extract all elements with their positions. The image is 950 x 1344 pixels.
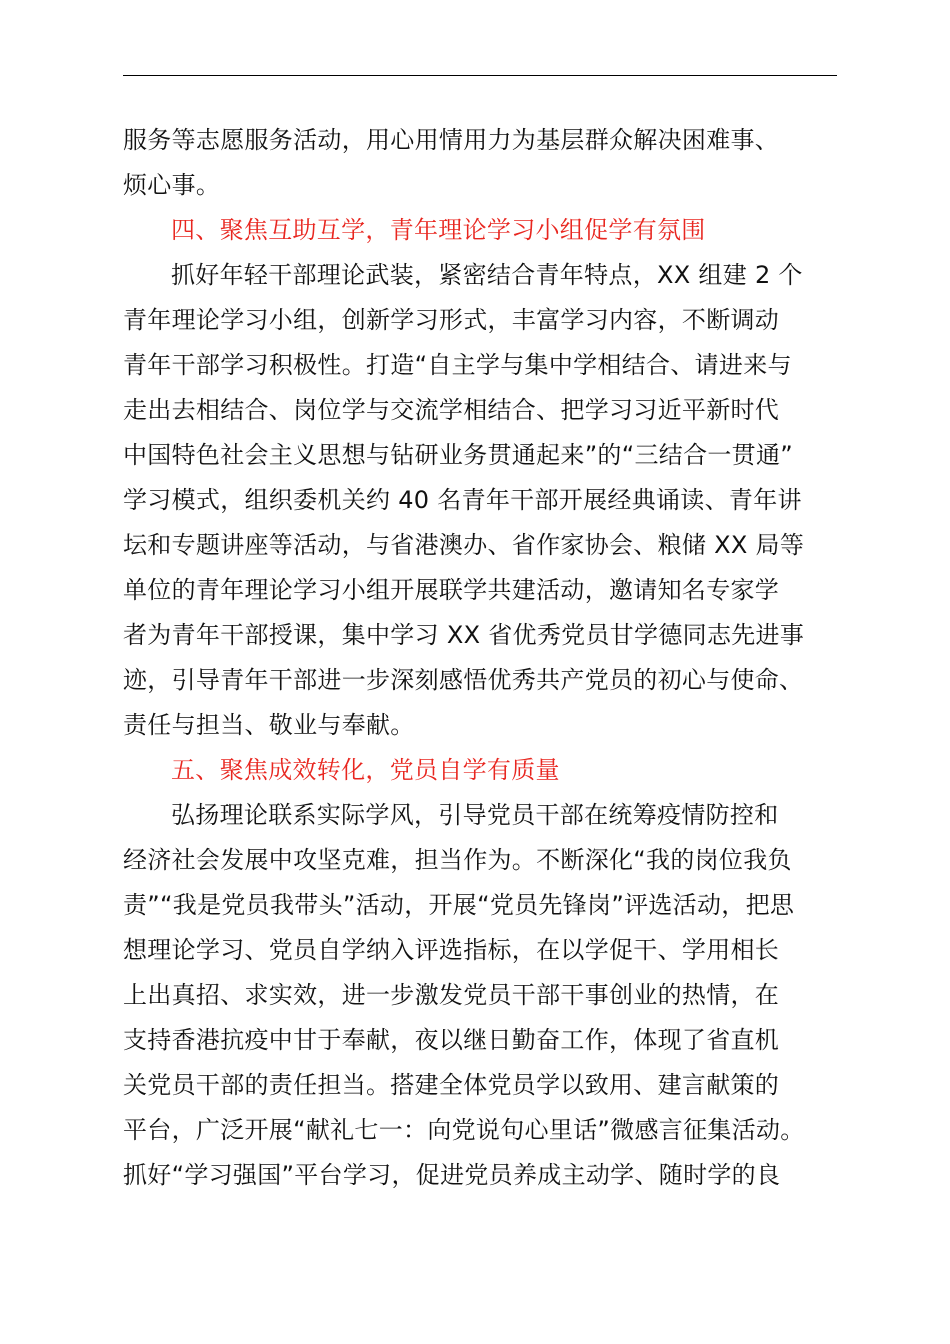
section-heading-4: 四、聚焦互助互学，青年理论学习小组促学有氛围 bbox=[171, 216, 706, 244]
paragraph-line: 中国特色社会主义思想与钻研业务贯通起来”的“三结合一贯通” bbox=[123, 441, 793, 469]
paragraph-line: 单位的青年理论学习小组开展联学共建活动，邀请知名专家学 bbox=[123, 576, 780, 604]
paragraph-line: 迹，引导青年干部进一步深刻感悟优秀共产党员的初心与使命、 bbox=[123, 666, 804, 694]
paragraph-line: 弘扬理论联系实际学风，引导党员干部在统筹疫情防控和 bbox=[171, 801, 779, 829]
paragraph-line: 支持香港抗疫中甘于奉献，夜以继日勤奋工作，体现了省直机 bbox=[123, 1026, 780, 1054]
paragraph-line: 上出真招、求实效，进一步激发党员干部干事创业的热情，在 bbox=[123, 981, 780, 1009]
paragraph-line: 抓好“学习强国”平台学习，促进党员养成主动学、随时学的良 bbox=[123, 1161, 781, 1189]
paragraph-line: 责”“我是党员我带头”活动，开展“党员先锋岗”评选活动，把思 bbox=[123, 891, 795, 919]
header-rule bbox=[123, 75, 837, 76]
paragraph-line: 坛和专题讲座等活动，与省港澳办、省作家协会、粮储 XX 局等 bbox=[123, 531, 805, 559]
paragraph-line: 服务等志愿服务活动，用心用情用力为基层群众解决困难事、 bbox=[123, 126, 780, 154]
paragraph-line: 抓好年轻干部理论武装，紧密结合青年特点，XX 组建 2 个 bbox=[171, 261, 803, 289]
paragraph-line: 走出去相结合、岗位学与交流学相结合、把学习习近平新时代 bbox=[123, 396, 780, 424]
paragraph-line: 青年理论学习小组，创新学习形式，丰富学习内容，不断调动 bbox=[123, 306, 780, 334]
paragraph-line: 责任与担当、敬业与奉献。 bbox=[123, 711, 415, 739]
paragraph-line: 青年干部学习积极性。打造“自主学与集中学相结合、请进来与 bbox=[123, 351, 792, 379]
paragraph-line: 者为青年干部授课，集中学习 XX 省优秀党员甘学德同志先进事 bbox=[123, 621, 805, 649]
paragraph-line: 平台，广泛开展“献礼七一：向党说句心里话”微感言征集活动。 bbox=[123, 1116, 805, 1144]
paragraph-line: 烦心事。 bbox=[123, 171, 221, 199]
paragraph-line: 关党员干部的责任担当。搭建全体党员学以致用、建言献策的 bbox=[123, 1071, 780, 1099]
paragraph-line: 学习模式，组织委机关约 40 名青年干部开展经典诵读、青年讲 bbox=[123, 486, 802, 514]
section-heading-5: 五、聚焦成效转化，党员自学有质量 bbox=[171, 756, 560, 784]
paragraph-line: 想理论学习、党员自学纳入评选指标，在以学促干、学用相长 bbox=[123, 936, 780, 964]
paragraph-line: 经济社会发展中攻坚克难，担当作为。不断深化“我的岗位我负 bbox=[123, 846, 792, 874]
body-text bbox=[123, 118, 843, 1198]
